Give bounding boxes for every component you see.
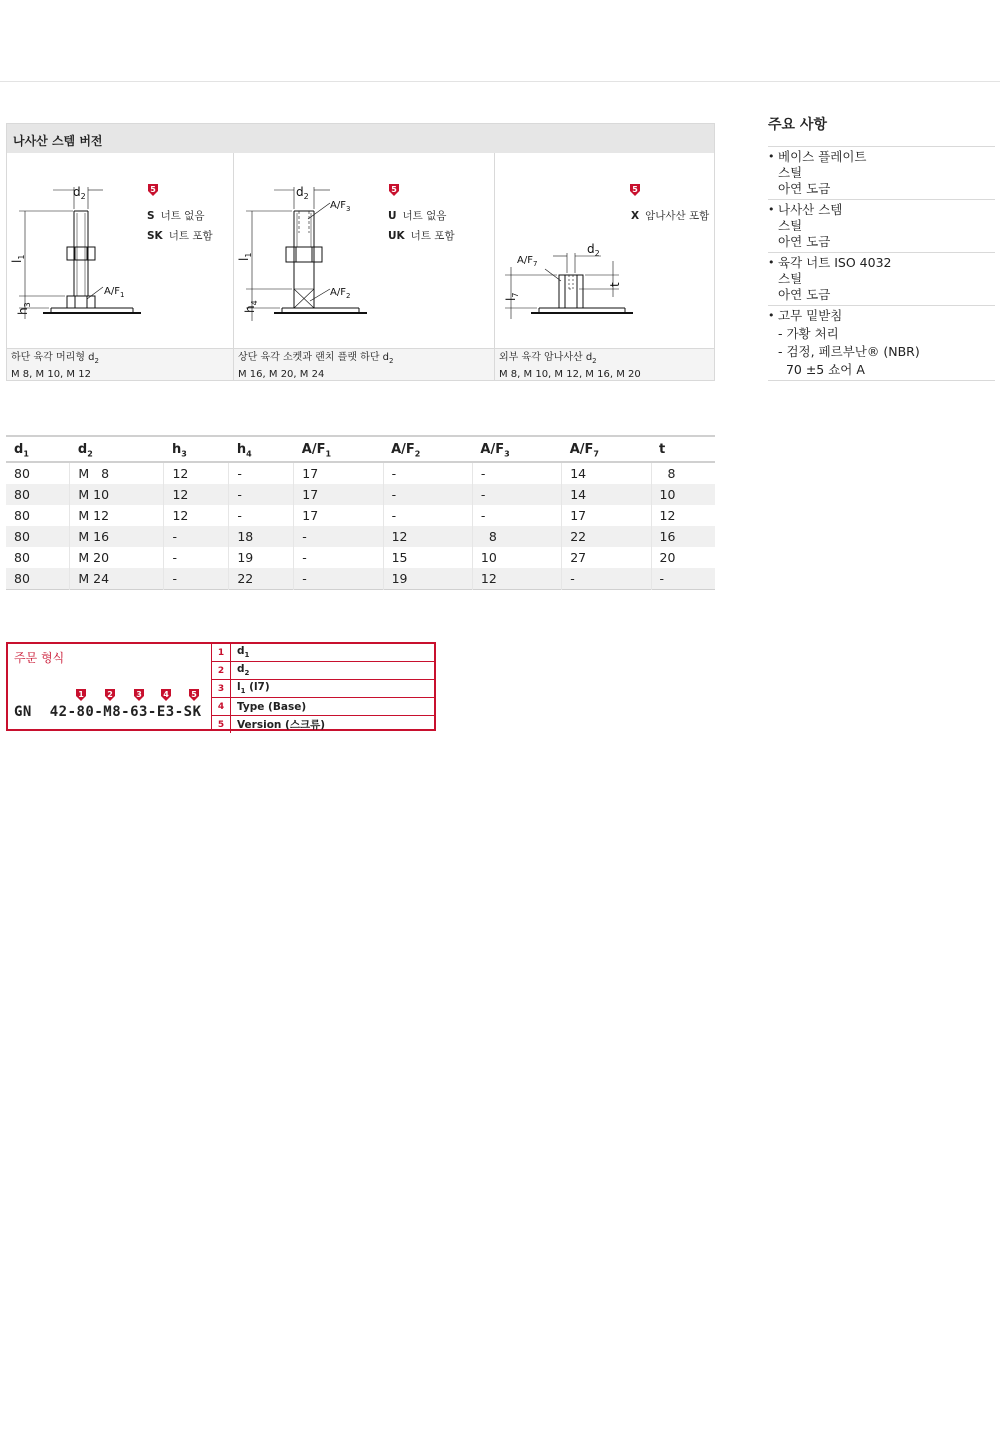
feature-item [768,200,995,253]
table-cell: 17 [294,505,383,526]
variant-caption: 상단 육각 소켓과 랜치 플랫 하단 $d_2$ M 16, M 20, M 24 [234,348,494,380]
table-cell: 15 [383,547,472,568]
table-cell: 12 [164,484,229,505]
feature-item [768,253,995,306]
feature-line: 아연 도금 [778,287,831,302]
table-cell: 20 [659,550,676,565]
table-cell: 17 [562,505,651,526]
table-header-cell: $A/F_2$ [391,441,421,459]
dim-h4-label: $h_4$ [243,300,259,313]
table-row [6,568,715,590]
bolt-drawing-x [495,153,714,348]
svg-text:5: 5 [632,185,638,194]
legend-num: 1 [212,644,231,661]
table-cell: 12 [164,505,229,526]
table-header-cell: $A/F_7$ [569,441,599,459]
legend-num: 5 [212,716,231,733]
dim-af7-label: $A/F_7$ [517,255,538,268]
pin-4-icon [160,688,172,702]
table-cell: 12 [659,508,676,523]
dimension-table [6,435,715,590]
svg-text:1: 1 [78,690,84,699]
table-cell: M 24 [70,568,164,590]
dim-d2-label: $d_2$ [296,185,309,201]
table-row [6,484,715,505]
table-header-row [6,436,715,462]
variants-title: 나사산 스템 버전 [7,124,714,153]
option-sk: SK 너트 포함 [147,230,213,242]
table-cell: 27 [562,547,651,568]
pin-3-icon [133,688,145,702]
table-cell: 80 [6,568,70,590]
table-cell: M 16 [70,526,164,547]
feature-line: - 검정, 페르부난® (NBR) [778,344,920,359]
feature-line: 스틸 [778,218,803,233]
table-cell: 80 [6,505,70,526]
bolt-drawing-u [234,153,495,348]
order-legend-row [212,644,434,662]
variant-caption: 외부 육각 암나사산 $d_2$ M 8, M 10, M 12, M 16, M 20 [495,348,714,380]
table-cell: - [229,505,294,526]
dim-h3-label: $h_3$ [16,302,32,315]
feature-name: • 베이스 플레이트 [778,149,867,164]
feature-line: 아연 도금 [778,234,831,249]
dim-af1-label: $A/F_1$ [104,286,125,299]
order-legend [211,644,434,729]
order-example-box [6,642,436,731]
legend-label: Version (스크류) [237,719,326,731]
table-cell: - [472,505,561,526]
svg-text:3: 3 [136,690,142,699]
option-uk: UK 너트 포함 [388,230,455,242]
table-cell: M 8 [70,462,164,484]
table-header-cell: $A/F_3$ [480,441,510,459]
table-cell: 14 [562,462,651,484]
features-title: 주요 사항 [768,117,827,133]
table-cell: 80 [6,526,70,547]
legend-label: $d_1$ [237,645,250,660]
table-cell: 19 [229,547,294,568]
table-cell: - [229,484,294,505]
pin-5-icon [188,688,200,702]
variant-cell-u-uk [234,153,495,380]
table-cell: 17 [294,484,383,505]
table-row [6,547,715,568]
svg-text:2: 2 [107,690,113,699]
table-row [6,526,715,547]
bolt-drawing-s [7,153,234,348]
svg-text:5: 5 [191,690,197,699]
order-legend-row [212,716,434,733]
version-badge-icon [388,183,400,197]
feature-line: 아연 도금 [778,181,831,196]
dim-l1-label: $l_1$ [237,252,253,261]
order-title: 주문 형식 [14,651,65,665]
table-cell: - [294,568,383,590]
table-header-cell: t [659,441,666,457]
table-cell: M 10 [70,484,164,505]
table-cell: 80 [6,484,70,505]
dim-l7-label: $l_7$ [504,292,520,301]
table-cell: - [383,505,472,526]
option-s: S 너트 없음 [147,210,205,222]
feature-line: 스틸 [778,165,803,180]
legend-num: 2 [212,662,231,679]
svg-text:5: 5 [391,185,397,194]
order-legend-row [212,680,434,698]
legend-label: Type (Base) [237,700,307,713]
table-cell: - [383,462,472,484]
variant-cell-s-sk [7,153,234,380]
dim-d2-label: $d_2$ [73,185,86,201]
table-cell: - [294,526,383,547]
table-cell: M 12 [70,505,164,526]
table-cell: 22 [562,526,651,547]
table-cell: - [294,547,383,568]
table-cell: 14 [562,484,651,505]
table-row [6,505,715,526]
table-header-cell: $A/F_1$ [301,441,332,459]
order-legend-row [212,662,434,680]
table-cell: 12 [472,568,561,590]
variant-cell-x [495,153,714,380]
table-row [6,462,715,484]
table-header-cell: $h_3$ [171,441,187,459]
table-cell: 8 [659,466,676,481]
table-header-cell: $h_4$ [236,441,252,459]
table-cell: 16 [659,529,676,544]
feature-item [768,306,995,381]
pin-2-icon [104,688,116,702]
table-cell: 19 [383,568,472,590]
features-panel [768,114,995,381]
table-cell: 8 [472,526,561,547]
table-cell: - [164,568,229,590]
table-cell: - [472,484,561,505]
order-code: GN 42-80-M8-63-E3-SK [14,704,202,720]
table-cell: 18 [229,526,294,547]
feature-name: • 고무 밑받침 [778,308,843,323]
table-header-cell: $d_1$ [14,441,29,459]
table-cell: 10 [472,547,561,568]
table-cell: - [562,568,651,590]
table-cell: - [383,484,472,505]
table-cell: - [472,462,561,484]
option-x: X 암나사산 포함 [631,210,710,222]
legend-label: $l_1$ (l7) [237,681,270,696]
table-cell: 17 [294,462,383,484]
dim-af3-label: $A/F_3$ [330,200,351,213]
pin-1-icon [75,688,87,702]
table-cell: 12 [383,526,472,547]
variant-caption: 하단 육각 머리형 $d_2$ M 8, M 10, M 12 [7,348,233,380]
table-cell: 80 [6,547,70,568]
version-badge-icon [629,183,641,197]
table-cell: - [164,547,229,568]
svg-text:5: 5 [150,185,156,194]
feature-name: • 나사산 스템 [778,202,843,217]
dim-af2-label: $A/F_2$ [330,287,351,300]
thread-stem-variants-panel [6,123,715,381]
table-cell: - [659,571,665,586]
table-cell: 80 [6,462,70,484]
dim-t-label: t [608,282,622,287]
order-legend-row [212,698,434,716]
feature-line: 스틸 [778,271,803,286]
svg-text:4: 4 [163,690,169,699]
legend-label: $d_2$ [237,663,250,678]
table-header-cell: $d_2$ [77,441,93,459]
table-cell: 22 [229,568,294,590]
feature-line: 70 ±5 쇼어 A [778,362,865,377]
table-cell: 12 [164,462,229,484]
table-cell: 10 [659,487,676,502]
dim-d2-label: $d_2$ [587,242,600,258]
feature-item [768,146,995,200]
feature-name: • 육각 너트 ISO 4032 [778,255,892,270]
version-badge-icon [147,183,159,197]
option-u: U 너트 없음 [388,210,447,222]
table-body [6,462,715,590]
table-cell: - [229,462,294,484]
table-cell: M 20 [70,547,164,568]
top-divider [0,81,1000,82]
dim-l1-label: $l_1$ [10,254,26,263]
legend-num: 4 [212,698,231,715]
table-cell: - [164,526,229,547]
feature-line: - 가황 처리 [778,326,839,341]
legend-num: 3 [212,680,231,697]
